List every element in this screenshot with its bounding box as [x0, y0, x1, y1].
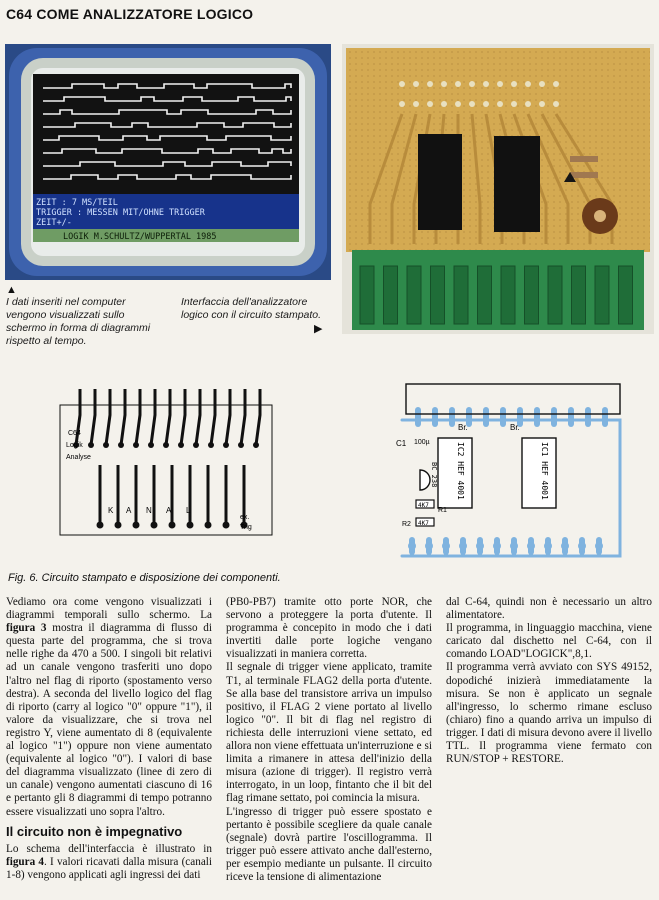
- c64-screen-photo: [5, 44, 331, 280]
- pcb-label-analyse: Analyse: [66, 454, 91, 461]
- pcb-label-n: N: [146, 506, 152, 515]
- paragraph: Il programma, in linguaggio macchina, viene caricato dal dischetto nel C-64, con il comando LOAD"LOGICK",8,1.: [446, 622, 652, 661]
- arrow-right-icon: ▶: [314, 323, 323, 335]
- page-header: C64 COME ANALIZZATORE LOGICO: [6, 6, 254, 22]
- pcb-label-a: A: [126, 506, 132, 515]
- pcb-label-c64: C64: [68, 430, 81, 437]
- interface-board-photo: [342, 44, 654, 334]
- article-column-2: [226, 596, 432, 884]
- ic1-label: IC1 HEF 4001: [540, 442, 549, 500]
- paragraph: (PB0-PB7) tramite otto porte NOR, che servono a proteggere la porta d'utente. Il programma è concepito in modo che i dati invertiti dalle porte logiche vengano visualizzati in maniera corretta.: [226, 596, 432, 661]
- r2-value: 4K7: [418, 520, 429, 527]
- pcb-label-trig: Trig: [240, 524, 252, 531]
- paragraph: L'ingresso di trigger può essere spostato e pertanto è possibile scegliere da quale canale (segnale) dovrà partire l'oscillogramma. Il trigger può essere attivato anche dall'esterno, per esempio mediante un pulsante. Il circuito riceve la tensione di alimentazione: [226, 805, 432, 883]
- paragraph: Lo schema dell'interfaccia è illustrato in figura 4. I valori ricavati dalla misura (canali 1-8) vengono applicati agli ingressi dei dati: [6, 842, 213, 881]
- paragraph: Il programma verrà avviato con SYS 49152, dopodiché inizierà immediatamente la misura. Se non è applicato un segnale all'ingresso, lo schermo rimane escluso (chiaro) fino a quando arriva un impulso di trigger. I dati di misura devono avere il livello TTL. Il programma viene fermato con RUN/STOP + RESTORE.: [446, 661, 652, 766]
- ic-chip-2: [494, 136, 540, 232]
- pcb-label-ext: ex.: [240, 514, 250, 521]
- ic-chip-1: [418, 134, 462, 230]
- ic2-label: IC2 HEF 4001: [456, 442, 465, 500]
- paragraph: Vediamo ora come vengono visualizzati i diagrammi temporali sullo schermo. La figura 3 mostra il diagramma di flusso di questa parte del programma, che si trova nelle righe da 470 a 500. I singoli bit relativi ad un canale vengono trasferiti uno dopo l'altro nel flag di riporto (spostamento verso destra). A seconda del livello logico del flag di riporto (carry al logico "0" oppure "1"), il valore da visualizzare, che si trova nel registro Y, viene aumentato di 8 (equivalente al logico "1") oppure non viene aumentato (equivalente al logico "0"). I valori di base del diagramma visualizzato (linee di zero di un canale) vengono aumentati ciascuno di 16 e pertanto gli 8 diagrammi di tempo potranno essere visualizzati uno sopra l'altro.: [6, 596, 212, 818]
- figure-caption: Fig. 6. Circuito stampato e disposizione dei componenti.: [8, 572, 281, 584]
- br2-label: Br.: [510, 423, 520, 432]
- arrow-up-icon: ▲: [6, 284, 17, 296]
- component-layout-diagram: [392, 380, 626, 560]
- screen-caption: I dati inseriti nel computer vengono visualizzati sullo schermo in forma di diagrammi rispetto al tempo.: [6, 296, 151, 347]
- r1-label: R1: [438, 507, 447, 514]
- screen-line-2: TRIGGER : MESSEN MIT/OHNE TRIGGER: [36, 208, 205, 218]
- c1-value: 100µ: [414, 439, 430, 446]
- paragraph: dal C-64, quindi non è necessario un altro alimentatore.: [446, 596, 652, 622]
- t1-label: BC 238: [430, 462, 438, 488]
- pcb-layout-diagram: [50, 385, 280, 560]
- br1-label: Br.: [458, 423, 468, 432]
- screen-line-4: LOGIK M.SCHULTZ/WUPPERTAL 1985: [63, 232, 217, 242]
- pcb-label-a2: A: [166, 506, 172, 515]
- board-caption: Interfaccia dell'analizzatore logico con il circuito stampato.: [181, 296, 322, 321]
- ic1-outline: [522, 438, 556, 508]
- pcb-label-l: L: [186, 506, 191, 515]
- pcb-label-logik: Logik: [66, 442, 83, 449]
- r1-value: 4K7: [418, 502, 429, 509]
- r2-label: R2: [402, 521, 411, 528]
- paragraph: Il segnale di trigger viene applicato, tramite T1, al terminale FLAG2 della porta d'utente. Se alla base del transistore arriva un impulso positivo, il FLAG 2 viene portato al livello logico "0". Il bit di flag nel registro di richiesta delle interruzioni viene settato, ed allora non viene effettuata un'interruzione e si limita a rimanere in attesa dell'inizio della misura (azione di trigger). Il registro verrà interrogato, in un loop, fintanto che il bit del flag rimane settato, poi comincia la misura.: [226, 661, 432, 805]
- section-heading: Il circuito non è impegnativo: [6, 823, 183, 839]
- c1-label: C1: [396, 439, 407, 448]
- screen-line-3: ZEIT+/-: [36, 218, 72, 228]
- article-column-1: [6, 596, 212, 882]
- article-column-3: [446, 596, 652, 766]
- ic2-outline: [438, 438, 472, 508]
- screen-line-1: ZEIT : 7 MS/TEIL: [36, 198, 118, 208]
- pcb-label-k: K: [108, 506, 114, 515]
